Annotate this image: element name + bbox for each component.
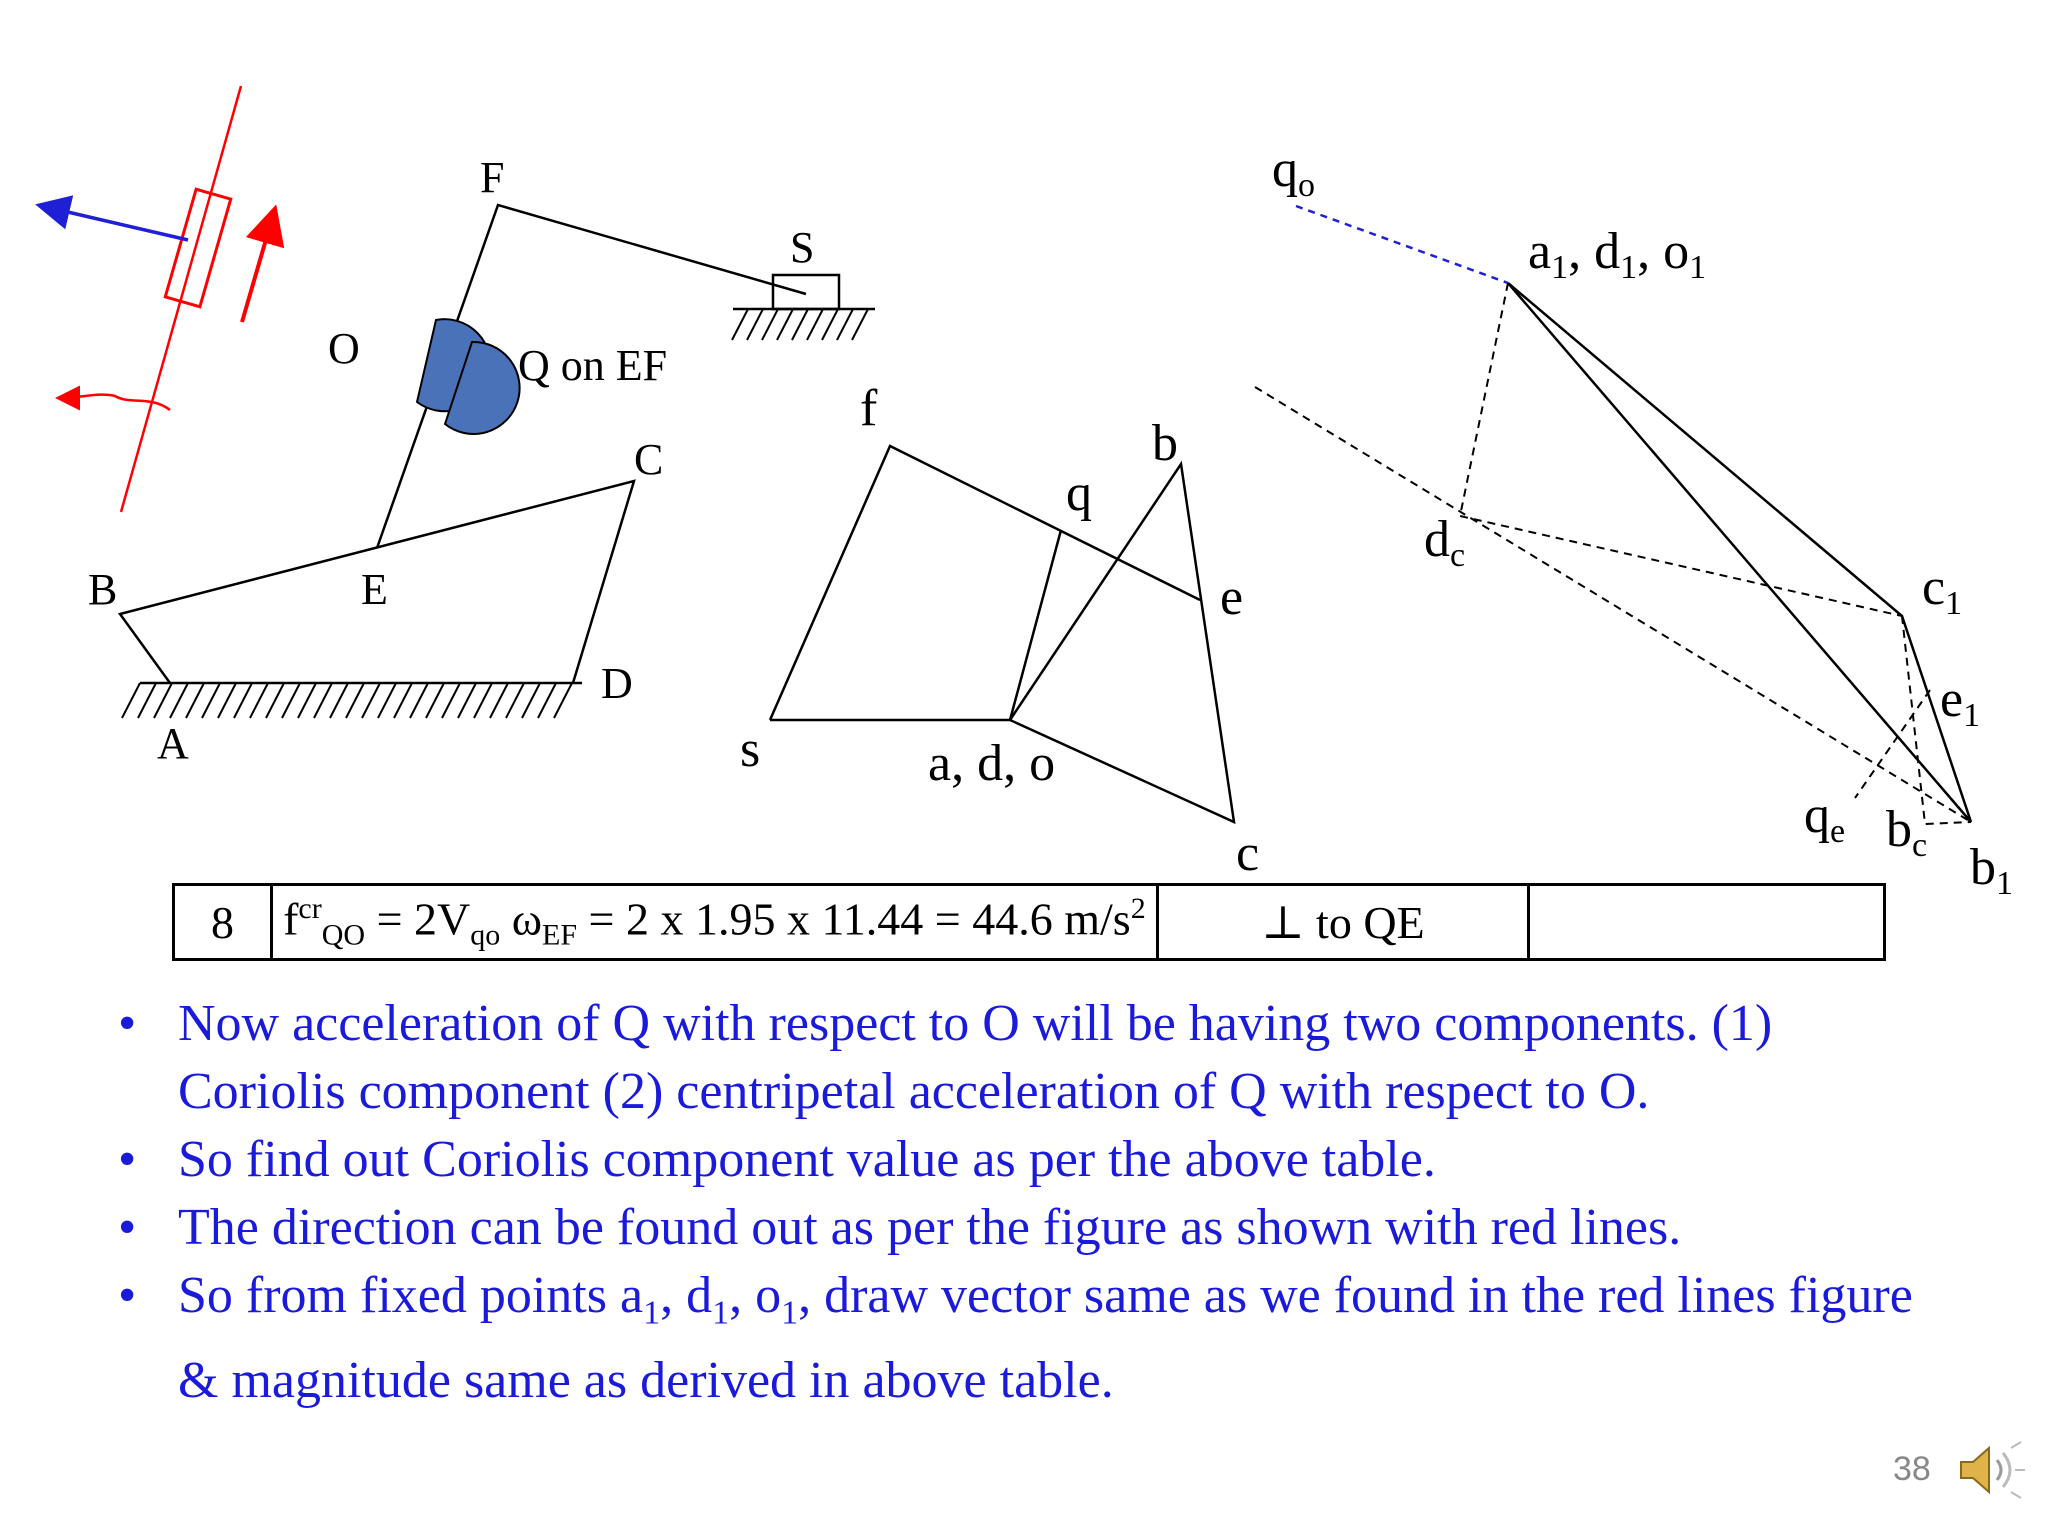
page-number: 38 xyxy=(1893,1450,1931,1488)
bullet-icon: • xyxy=(118,1131,137,1188)
label-e: e xyxy=(1220,569,1244,626)
list-item: • So find out Coriolis component value as per the above table. xyxy=(118,1126,1948,1194)
coriolis-direction-sketch xyxy=(42,86,274,512)
label-B: B xyxy=(88,565,118,614)
label-A: A xyxy=(157,719,189,768)
label-a1-d1-o1: a1, d1, o1 xyxy=(1528,223,1707,286)
empty-cell xyxy=(1529,885,1885,960)
acceleration-diagram xyxy=(1255,141,2013,902)
label-bc: bc xyxy=(1886,801,1928,864)
coriolis-vector-qo xyxy=(1296,206,1508,283)
label-c1: c1 xyxy=(1922,559,1963,622)
formula-cell: $f^{cr}_{QO} = 2V_{qo}$ $\omega_{EF} = 2$ x 1.95 x 11.44 = 44.6 $m/s^2$ xyxy=(272,885,1158,960)
red-omega-arrow xyxy=(242,212,274,322)
label-b1: b1 xyxy=(1970,839,2013,902)
bullet-icon: • xyxy=(118,1199,137,1256)
label-Q-on-EF: Q on EF xyxy=(518,341,668,390)
bullet-list xyxy=(118,990,1948,1415)
slider-S xyxy=(773,275,839,309)
label-b: b xyxy=(1152,415,1178,472)
mechanism xyxy=(88,153,875,768)
label-s: s xyxy=(740,721,761,778)
ground-S-hatch xyxy=(732,309,868,340)
coriolis-table xyxy=(172,883,1886,961)
label-D: D xyxy=(601,659,633,708)
acc-dashed-lines xyxy=(1255,283,1971,824)
label-e1: e1 xyxy=(1940,671,1981,734)
label-f: f xyxy=(860,380,878,437)
label-a-d-o: a, d, o xyxy=(928,735,1056,792)
red-slider-block xyxy=(165,189,230,307)
list-item: • So from fixed points $a_1$, $d_1$, $o_1$, draw vector same as we found in the red lines figure & magnitude same as derived in above table. xyxy=(118,1262,1948,1415)
table-row xyxy=(174,885,1885,960)
list-item: • Now acceleration of Q with respect to O will be having two components. (1) Coriolis component (2) centripetal acceleration of Q with respect to O. xyxy=(118,990,1948,1126)
label-q: q xyxy=(1066,465,1092,522)
list-item: • The direction can be found out as per the figure as shown with red lines. xyxy=(118,1194,1948,1262)
label-qe: qe xyxy=(1804,787,1846,850)
blue-velocity-arrow xyxy=(42,206,188,240)
label-O: O xyxy=(328,324,360,373)
direction-cell: ⊥ to QE xyxy=(1157,885,1529,960)
label-c: c xyxy=(1236,825,1260,882)
label-C: C xyxy=(634,435,664,484)
acc-solid-lines xyxy=(1508,283,1971,822)
velocity-diagram xyxy=(740,380,1259,882)
ground-AD-hatch xyxy=(122,683,572,718)
label-S: S xyxy=(790,223,815,272)
row-number-cell: 8 xyxy=(174,885,272,960)
label-qo: qo xyxy=(1272,141,1315,204)
speaker-icon[interactable] xyxy=(1955,1440,2027,1500)
label-F: F xyxy=(480,153,505,202)
perpendicular-icon: ⊥ xyxy=(1261,897,1305,948)
label-dc: dc xyxy=(1424,511,1466,574)
bullet-icon: • xyxy=(118,995,137,1052)
label-E: E xyxy=(361,565,388,614)
bullet-icon: • xyxy=(118,1267,137,1324)
red-link-line xyxy=(121,86,241,512)
